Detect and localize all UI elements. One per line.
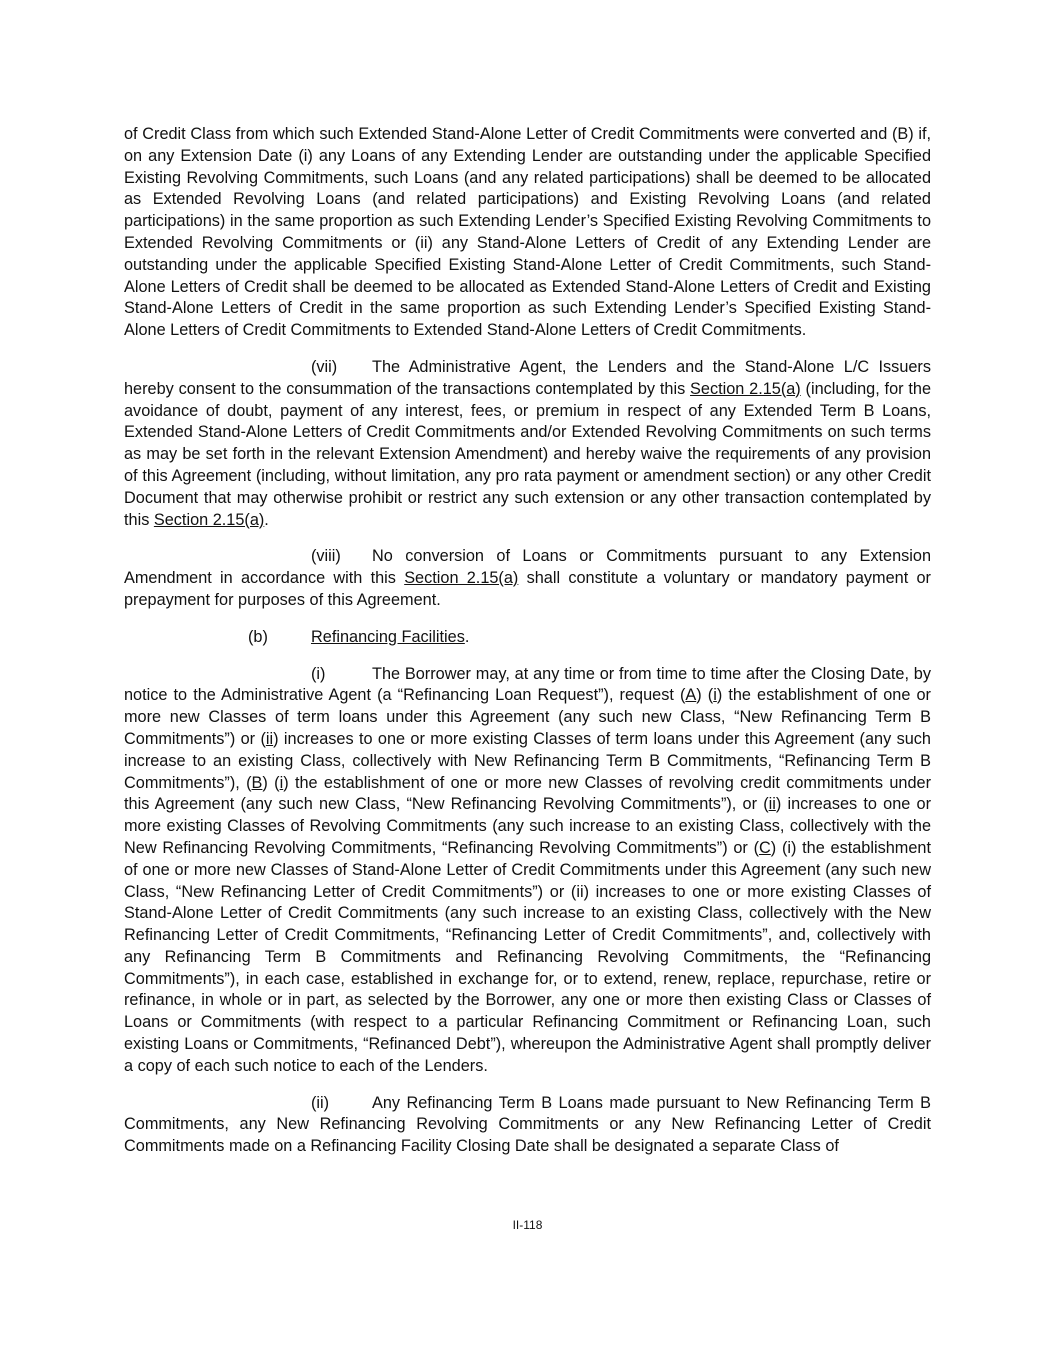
clause-a-ii-marker: ii xyxy=(265,729,274,748)
paragraph-viii xyxy=(124,546,931,611)
paragraph-i-text: ) the establishment of one or more new Classes of revolving credit commitments under this Agreement (any such new Class, “New Refinancing Revolving Commitments”), or ( xyxy=(124,773,931,814)
page-number: II-118 xyxy=(512,1218,543,1232)
section-b-period: . xyxy=(464,627,470,646)
paragraph-viii-text-1: No conversion of Loans or Commitments pursuant to any Extension Amendment in accordance with this xyxy=(124,547,931,588)
paragraph-ii-text: Any Refinancing Term B Loans made pursuant to New Refinancing Term B Commitments, any New Refinancing Revolving Commitments or any New Refinancing Letter of Credit Commitments made on a Refinancing Facility Closing Date shall be designated a separate Class of xyxy=(124,1093,931,1156)
paragraph-i-label: (i) xyxy=(311,664,326,683)
paragraph-vii-text-3: . xyxy=(264,510,269,529)
paragraph-i-text: ) increases to one or more existing Classes of Revolving Commitments (any such increase to an existing Class, collectively with the New Refinancing Revolving Commitments, “Refinancing Revolving Commitments”) or ( xyxy=(124,795,931,857)
section-b-title: Refinancing Facilities xyxy=(311,627,465,646)
section-b-heading xyxy=(248,627,931,649)
paragraph-vii xyxy=(124,357,931,531)
paragraph-vii-label: (vii) xyxy=(311,357,338,376)
paragraph-viii-text-2: shall constitute a voluntary or mandatory payment or prepayment for purposes of this Agreement. xyxy=(124,569,931,609)
clause-c-marker: C xyxy=(759,838,771,857)
section-2-15a-reference: Section 2.15(a) xyxy=(404,569,519,588)
paragraph-vii-text-1: The Administrative Agent, the Lenders and the Stand-Alone L/C Issuers hereby consent to the consummation of the transactions contemplated by this xyxy=(124,357,931,398)
section-2-15a-reference: Section 2.15(a) xyxy=(690,379,801,398)
clause-b-i-marker: i xyxy=(279,773,284,792)
paragraph-i-text: ) the establishment of one or more new Classes of term loans under this Agreement (any such new Class, “New Refinancing Term B Commitments”) or ( xyxy=(124,686,931,748)
paragraph-i-text: The Borrower may, at any time or from time to time after the Closing Date, by notice to the Administrative Agent (a “Refinancing Loan Request”), request ( xyxy=(124,664,931,705)
clause-a-i-marker: i xyxy=(713,686,717,705)
clause-b-marker: B xyxy=(251,773,263,792)
document-body xyxy=(124,124,931,1173)
paragraph-i xyxy=(124,664,931,1078)
paragraph-ii-label: (ii) xyxy=(311,1093,330,1112)
paragraph-i-text: ) ( xyxy=(696,686,714,705)
paragraph-viii-label: (viii) xyxy=(311,547,341,566)
paragraph-i-text: ) ( xyxy=(262,773,280,792)
paragraph-ii xyxy=(124,1093,931,1158)
clause-b-ii-marker: ii xyxy=(768,795,776,814)
section-2-15a-reference: Section 2.15(a) xyxy=(153,510,265,529)
continuation-paragraph: of Credit Class from which such Extended Stand-Alone Letter of Credit Commitments were converted and (B) if, on any Extension Date (i) any Loans of any Extending Lender are outstanding under the applicable Specified Existing Revolving Commitments, such Loans (and any related participations) shall be deemed to be allocated as Extended Revolving Loans (and related participations) and Existing Revolving Loans (and related participations) in the same proportion as such Extending Lender’s Specified Existing Revolving Commitments to Extended Revolving Commitments or (ii) any Stand-Alone Letters of Credit of any Extending Lender are outstanding under the applicable Specified Existing Stand-Alone Letter of Credit Commitments, such Stand-Alone Letters of Credit shall be deemed to be allocated as Extended Stand-Alone Letters of Credit and Existing Stand-Alone Letters of Credit in the same proportion as such Extending Lender’s Specified Existing Stand-Alone Letters of Credit Commitments to Extended Stand-Alone Letters of Credit Commitments. xyxy=(124,125,931,340)
section-b-label: (b) xyxy=(248,627,268,646)
paragraph-i-text: ) (i) the establishment of one or more new Classes of Stand-Alone Letter of Credit Commitments under this Agreement (any such new Class, “New Refinancing Letter of Credit Commitments”) or (ii) increases to one or more existing Classes of Stand-Alone Letter of Credit Commitments (any such increase to an existing Class, collectively with the New Refinancing Letter of Credit Commitments, “Refinancing Letter of Credit Commitments”, and, collectively with any Refinancing Term B Commitments and Refinancing Revolving Commitments, the “Refinancing Commitments”), in each case, established in exchange for, or to extend, renew, replace, repurchase, retire or refinance, in whole or in part, as selected by the Borrower, any one or more then existing Class or Classes of Loans or Commitments (with respect to a particular Refinancing Commitment or Refinancing Loan, such existing Loans or Commitments, “Refinanced Debt”), whereupon the Administrative Agent shall promptly deliver a copy of each such notice to each of the Lenders. xyxy=(124,838,931,1075)
clause-a-marker: A xyxy=(685,686,697,705)
paragraph-vii-text-2: (including, for the avoidance of doubt, payment of any interest, fees, or premium in respect of any Extended Term B Loans, Extended Stand-Alone Letters of Credit Commitments and/or Extended Revolving Commitments on such terms as may be set forth in the relevant Extension Amendment) and hereby waive the requirements of any provision of this Agreement (including, without limitation, any pro rata payment or amendment section) or any other Credit Document that may otherwise prohibit or restrict any such extension or any other transaction contemplated by this xyxy=(124,379,931,529)
paragraph-i-text: ) increases to one or more existing Classes of term loans under this Agreement (any such increase to an existing Class, collectively with New Refinancing Term B Commitments, “Refinancing Term B Commitments”), ( xyxy=(124,729,931,792)
